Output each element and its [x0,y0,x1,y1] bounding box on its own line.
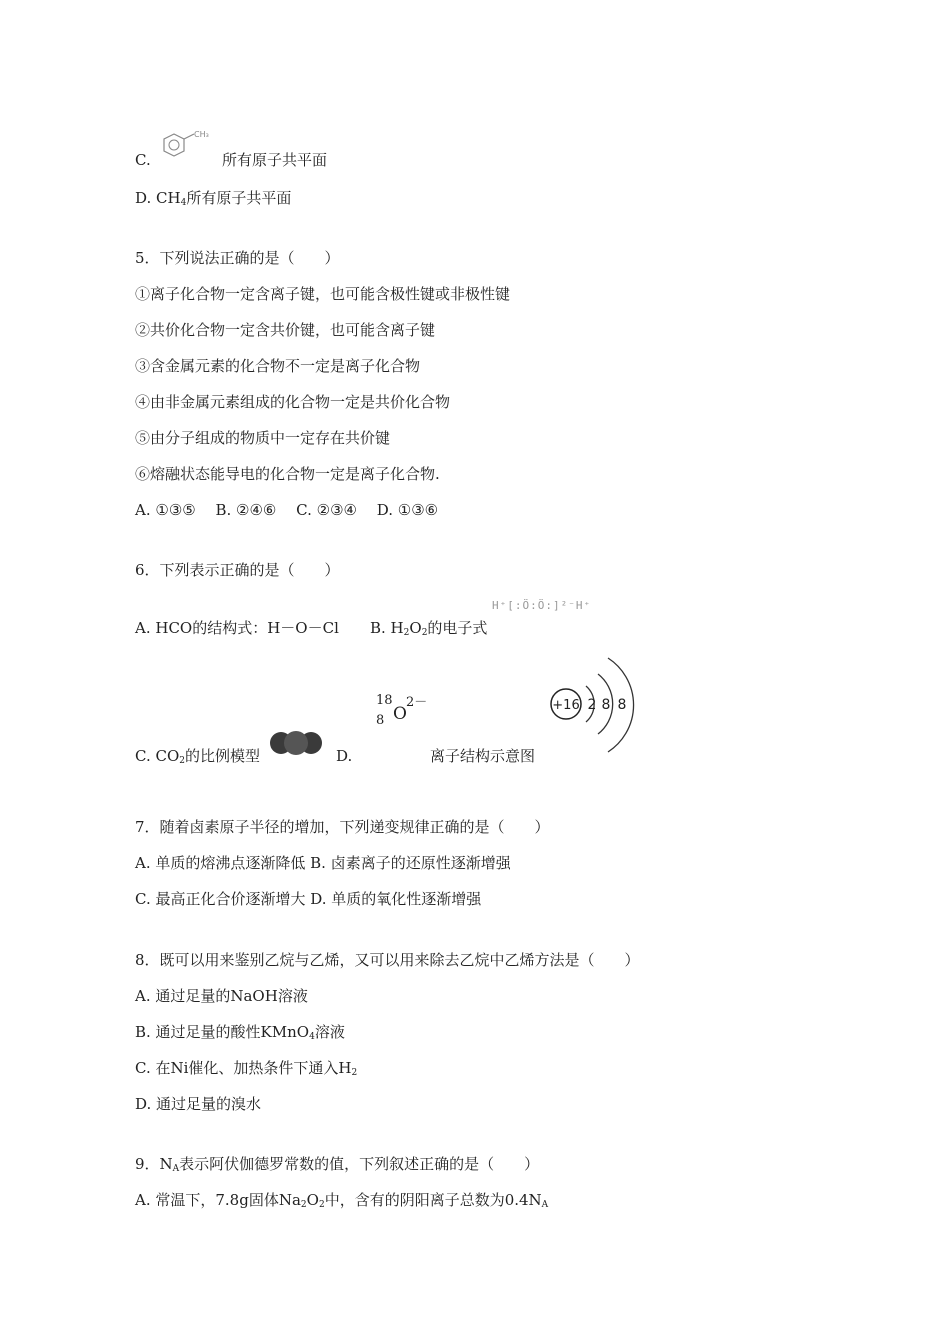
q4-option-d [135,188,291,213]
q8-option-b-suffix: 溶液 [314,1023,345,1041]
q9-option-a-prefix: A. 常温下，7.8g固体Na [135,1191,301,1209]
q5-item-6: ⑥熔融状态能导电的化合物一定是离子化合物. [135,465,440,483]
q4-option-c [135,150,151,170]
q4-option-d-text: 所有原子共平面 [186,189,292,207]
q6-option-b-sub2: 2 [421,628,428,638]
nucleus-charge: +16 [552,698,580,713]
q6-option-c-sub: 2 [179,756,185,766]
co2-space-filling-model-image [268,730,324,756]
q4-option-c-prefix: C. [135,151,151,169]
isotope-atomic-number: 8 [376,713,385,728]
q6-option-c-suffix: 的比例模型 [185,747,261,765]
shell-1-electrons: 2 [587,697,597,713]
q8-option-b [135,1022,345,1047]
q8-option-a: A. 通过足量的NaOH溶液 [135,987,308,1005]
q9-option-a [135,1190,548,1215]
q9-stem-suffix: 表示阿伏伽德罗常数的值，下列叙述正确的是（ ） [179,1155,540,1173]
q7-options-line-2: C. 最高正化合价逐渐增大 D. 单质的氧化性逐渐增强 [135,890,482,908]
methyl-label: CH₃ [194,130,209,139]
isotope-charge: 2－ [406,695,428,710]
q5-item-5: ⑤由分子组成的物质中一定存在共价键 [135,429,391,447]
q9-option-a-sub1: 2 [300,1200,307,1210]
q7-options-line-1: A. 单质的熔沸点逐渐降低 B. 卤素离子的还原性逐渐增强 [135,854,511,872]
q8-stem: 8．既可以用来鉴别乙烷与乙烯，又可以用来除去乙烷中乙烯方法是（ ） [135,951,640,969]
q6-stem: 6．下列表示正确的是（ ） [135,561,340,579]
q8-option-c-prefix: C. 在Ni催化、加热条件下通入H [135,1059,352,1077]
q6-option-b-sub1: 2 [403,628,410,638]
q6-option-a: A. HCO的结构式：H－O－Cl [135,619,339,637]
q5-stem: 5．下列说法正确的是（ ） [135,249,340,267]
q6-option-d-suffix: 离子结构示意图 [430,747,536,765]
q5-options: A. ①③⑤ B. ②④⑥ C. ②③④ D. ①③⑥ [135,501,439,519]
q9-stem-sub: A [172,1164,180,1174]
q9-option-a-mid2: 中，含有的阴阳离子总数为0.4N [324,1191,542,1209]
q8-option-b-prefix: B. 通过足量的酸性KMnO [135,1023,310,1041]
h2o2-electron-formula-image: H⁺[:Ö:Ö:]²⁻H⁺ [492,599,592,612]
q6-option-b [370,618,487,643]
q9-option-a-sub2: 2 [318,1200,325,1210]
q4-option-d-sub: 4 [180,198,187,208]
q6-option-b-prefix: B. H [370,619,404,637]
q5-item-3: ③含金属元素的化合物不一定是离子化合物 [135,357,421,375]
q9-option-a-sub3: A [541,1200,549,1210]
q6-option-d-prefix: D. [336,747,353,765]
q6-option-c-prefix: C. CO [135,747,180,765]
q8-option-c [135,1058,357,1083]
q8-option-c-sub: 2 [351,1068,358,1078]
q5-item-1: ①离子化合物一定含离子键，也可能含极性键或非极性键 [135,285,511,303]
isotope-mass-number: 18 [376,693,393,708]
q4-option-d-prefix: D. CH [135,189,181,207]
q8-option-d: D. 通过足量的溴水 [135,1095,262,1113]
shell-2-electrons: 8 [601,697,611,713]
q6-option-b-suffix: 的电子式 [427,619,488,637]
q5-item-2: ②共价化合物一定含共价键，也可能含离子键 [135,321,436,339]
toluene-structure-image [160,128,220,162]
q7-stem: 7．随着卤素原子半径的增加，下列递变规律正确的是（ ） [135,818,550,836]
q6-option-c [135,746,260,771]
isotope-symbol: O [393,704,407,724]
q8-option-b-sub: 4 [309,1032,315,1042]
q9-stem-prefix: 9．N [135,1155,173,1173]
q5-item-4: ④由非金属元素组成的化合物一定是共价化合物 [135,393,451,411]
ion-structure-diagram [546,652,636,760]
q9-stem [135,1154,539,1179]
q4-option-c-text: 所有原子共平面 [222,151,328,169]
q6-option-b-mid: O [409,619,422,637]
q9-option-a-mid: O [306,1191,319,1209]
shell-3-electrons: 8 [617,697,627,713]
